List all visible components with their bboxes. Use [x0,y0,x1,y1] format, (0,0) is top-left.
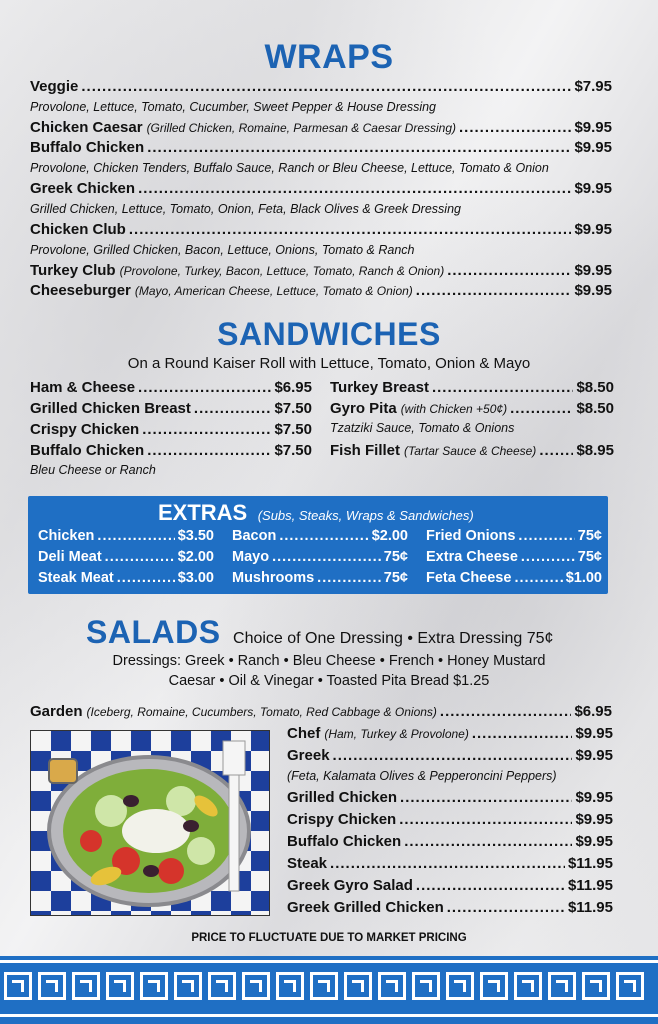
wrap-item-inline-desc: (Grilled Chicken, Romaine, Parmesan & Caesar Dressing) [146,121,457,135]
wrap-item-inline-desc: (Provolone, Turkey, Bacon, Lettuce, Tomato, Ranch & Onion) [119,264,445,278]
greek-key-motif [208,972,236,1000]
wrap-item-price: $9.95 [574,139,612,156]
extras-subtitle: (Subs, Steaks, Wraps & Sandwiches) [257,508,474,523]
extra-item-row [426,549,602,570]
salad-item-row [287,747,613,769]
salad-item-leader [440,703,572,720]
greek-key-motif [106,972,134,1000]
salad-item-inline-desc: (Ham, Turkey & Provolone) [324,727,469,741]
wrap-item-name: Chicken Club [30,221,126,238]
sandwich-item-price: $6.95 [274,379,312,396]
sandwich-item-row [330,442,614,463]
sandwich-item-leader [142,421,271,438]
extra-item-price: $1.00 [565,570,602,586]
extra-item-row [426,570,602,591]
extra-item-row [38,570,214,591]
salad-item-price: $9.95 [575,811,613,828]
extra-item-row [38,549,214,570]
salad-item-name: Greek Gyro Salad [287,877,413,894]
salad-item-row [287,877,613,899]
sandwich-item-leader [138,379,271,396]
salad-item-price: $11.95 [567,877,613,894]
salad-item-leader [404,833,572,850]
wrap-item-leader [81,78,571,95]
greek-key-motif [276,972,304,1000]
salads-dressings-1: Dressings: Greek • Ranch • Bleu Cheese • French • Honey Mustard [112,653,546,669]
greek-key-motif [446,972,474,1000]
salad-item-leader [333,747,573,764]
salad-item-leader [472,725,573,742]
sandwiches-subtitle: On a Round Kaiser Roll with Lettuce, Tomato, Onion & Mayo [127,355,531,372]
wrap-item-price: $9.95 [574,262,612,279]
wrap-item-row [30,180,612,200]
sandwich-item-price: $7.50 [274,400,312,417]
extra-item-leader [521,549,575,565]
extra-item-price: $2.00 [371,528,408,544]
salad-item-price: $6.95 [574,703,612,720]
greek-key-motif [344,972,372,1000]
sandwich-item-leader [510,400,573,417]
sandwich-item-row [30,400,312,421]
salad-item-price: $9.95 [575,789,613,806]
extra-item-price: $3.50 [177,528,214,544]
extra-item-row [232,528,408,549]
greek-key-motif [310,972,338,1000]
wrap-item-name: Turkey Club [30,262,116,279]
salad-item-name: Garden [30,703,83,720]
sandwiches-right-column [330,379,614,463]
sandwich-item-leader [539,442,573,459]
sandwich-item-row [30,379,312,400]
salad-item-desc: (Feta, Kalamata Olives & Pepperoncini Peppers) [287,769,557,783]
extras-column [426,528,602,591]
sandwich-item-name: Ham & Cheese [30,379,136,396]
wrap-item-price: $9.95 [574,282,612,299]
extras-columns [38,528,602,591]
extra-item-name: Chicken [38,528,95,544]
salad-item-price: $9.95 [575,833,613,850]
wrap-item-leader [459,119,571,136]
wrap-item-name: Buffalo Chicken [30,139,145,156]
wrap-item-desc: Provolone, Lettuce, Tomato, Cucumber, Sweet Pepper & House Dressing [30,100,437,114]
greek-key-motif [582,972,610,1000]
greek-key-motif [480,972,508,1000]
extra-item-name: Mushrooms [232,570,315,586]
sandwich-item-row [30,442,312,463]
sandwich-item-name: Buffalo Chicken [30,442,145,459]
sandwich-item-price: $8.50 [576,379,614,396]
sandwich-item-row [330,400,614,421]
greek-key-motif [4,972,32,1000]
salad-item-leader [400,789,572,806]
extras-heading: EXTRAS [158,500,248,525]
salad-illustration [31,731,269,915]
wrap-item-leader [138,180,571,197]
wraps-heading: WRAPS [264,38,394,76]
salad-item-leader [399,811,572,828]
extra-item-price: $3.00 [177,570,214,586]
salad-item-price: $11.95 [567,855,613,872]
wrap-item-desc: Grilled Chicken, Lettuce, Tomato, Onion, Feta, Black Olives & Greek Dressing [30,202,461,216]
extra-item-leader [279,528,368,544]
salad-item-name: Chef [287,725,321,742]
salad-item-row [287,899,613,921]
extra-item-row [232,549,408,570]
sandwich-item-inline-desc: (Tartar Sauce & Cheese) [404,444,537,458]
extra-item-leader [518,528,574,544]
extras-panel [28,496,608,594]
salad-item-inline-desc: (Iceberg, Romaine, Cucumbers, Tomato, Red Cabbage & Onions) [86,705,437,719]
extra-item-leader [514,570,562,586]
salad-item-name: Crispy Chicken [287,811,397,828]
extra-item-name: Extra Cheese [426,549,518,565]
wrap-item-desc: Provolone, Grilled Chicken, Bacon, Lettuce, Onions, Tomato & Ranch [30,243,415,257]
sandwich-item-leader [147,442,271,459]
sandwich-left-note: Bleu Cheese or Ranch [30,463,156,477]
greek-key-motif [616,972,644,1000]
extra-item-leader [105,549,175,565]
salad-item-row [287,811,613,833]
wrap-item-leader [147,139,571,156]
wrap-item-row [30,282,612,302]
extra-item-leader [97,528,174,544]
extra-item-name: Deli Meat [38,549,102,565]
sandwich-item-price: $8.50 [576,400,614,417]
salad-item-row [287,725,613,747]
sandwich-item-name: Gyro Pita [330,400,397,417]
wrap-item-price: $7.95 [574,78,612,95]
wrap-item-name: Greek Chicken [30,180,136,197]
greek-key-motif [378,972,406,1000]
greek-key-motif [412,972,440,1000]
sandwiches-heading: SANDWICHES [217,316,441,352]
greek-key-motif [514,972,542,1000]
wrap-item-name: Chicken Caesar [30,119,143,136]
salads-heading: SALADS [86,614,221,650]
salad-item-row [287,855,613,877]
salad-item-leader [330,855,565,872]
sandwiches-left-column [30,379,312,477]
wrap-item-desc: Provolone, Chicken Tenders, Buffalo Sauce, Ranch or Bleu Cheese, Lettuce, Tomato & Onion [30,161,549,175]
extra-item-price: $2.00 [177,549,214,565]
salad-item-leader [416,877,565,894]
sandwich-item-row [330,379,614,400]
salad-garden-row [30,703,612,725]
extra-item-name: Mayo [232,549,270,565]
extra-item-name: Steak Meat [38,570,114,586]
wrap-item-leader [447,262,571,279]
salads-choice: Choice of One Dressing • Extra Dressing 75¢ [233,630,554,647]
salad-photo [30,730,270,916]
wrap-item-name: Cheeseburger [30,282,131,299]
salad-item-name: Greek [287,747,330,764]
extra-item-price: 75¢ [383,549,408,565]
extra-item-row [426,528,602,549]
extra-item-leader [317,570,381,586]
wrap-item-row [30,221,612,241]
wrap-item-row [30,119,612,139]
salad-item-price: $9.95 [575,725,613,742]
greek-key-motif [548,972,576,1000]
wrap-item-price: $9.95 [574,180,612,197]
sandwich-item-name: Fish Fillet [330,442,401,459]
salad-item-row [287,789,613,811]
extra-item-price: 75¢ [577,528,602,544]
wrap-item-name: Veggie [30,78,79,95]
sandwich-item-name: Turkey Breast [330,379,429,396]
market-pricing-note: PRICE TO FLUCTUATE DUE TO MARKET PRICING [191,932,467,944]
salad-item-leader [447,899,565,916]
sandwich-item-leader [194,400,272,417]
greek-key-motif [38,972,66,1000]
wrap-item-row [30,139,612,159]
extra-item-name: Fried Onions [426,528,516,544]
salad-item-price: $11.95 [567,899,613,916]
sandwich-item-leader [432,379,574,396]
greek-key-motif [72,972,100,1000]
greek-key-motif [242,972,270,1000]
sandwich-item-name: Grilled Chicken Breast [30,400,191,417]
salads-dressings-2: Caesar • Oil & Vinegar • Toasted Pita Bread $1.25 [168,673,490,689]
extra-item-price: 75¢ [383,570,408,586]
greek-key-motif [140,972,168,1000]
sandwich-item-price: $8.95 [576,442,614,459]
salad-item-name: Grilled Chicken [287,789,398,806]
extra-item-row [232,570,408,591]
wrap-item-leader [129,221,572,238]
greek-key-border [0,956,658,1024]
salads-header [86,614,553,651]
sandwich-item-name: Crispy Chicken [30,421,140,438]
wrap-item-row [30,262,612,282]
wrap-item-inline-desc: (Mayo, American Cheese, Lettuce, Tomato & Onion) [134,284,413,298]
salad-item-name: Buffalo Chicken [287,833,402,850]
sandwich-item-inline-desc: (with Chicken +50¢) [400,402,508,416]
greek-key-motif [174,972,202,1000]
wraps-list [30,78,612,302]
sandwich-item-price: $7.50 [274,421,312,438]
salad-item-price: $9.95 [575,747,613,764]
sandwich-item-price: $7.50 [274,442,312,459]
salad-item-row [30,703,612,725]
sandwich-item-row [30,421,312,442]
wrap-item-price: $9.95 [574,119,612,136]
extras-column [38,528,214,591]
sandwich-right-note: Tzatziki Sauce, Tomato & Onions [330,421,515,435]
salads-list [287,725,613,921]
wrap-item-price: $9.95 [574,221,612,238]
extra-item-row [38,528,214,549]
extra-item-name: Bacon [232,528,277,544]
extras-column [232,528,408,591]
wrap-item-leader [416,282,572,299]
salad-item-name: Greek Grilled Chicken [287,899,444,916]
extra-item-name: Feta Cheese [426,570,512,586]
extra-item-leader [117,570,175,586]
extra-item-price: 75¢ [577,549,602,565]
wrap-item-row [30,78,612,98]
salad-item-name: Steak [287,855,328,872]
extra-item-leader [272,549,381,565]
salad-item-row [287,833,613,855]
